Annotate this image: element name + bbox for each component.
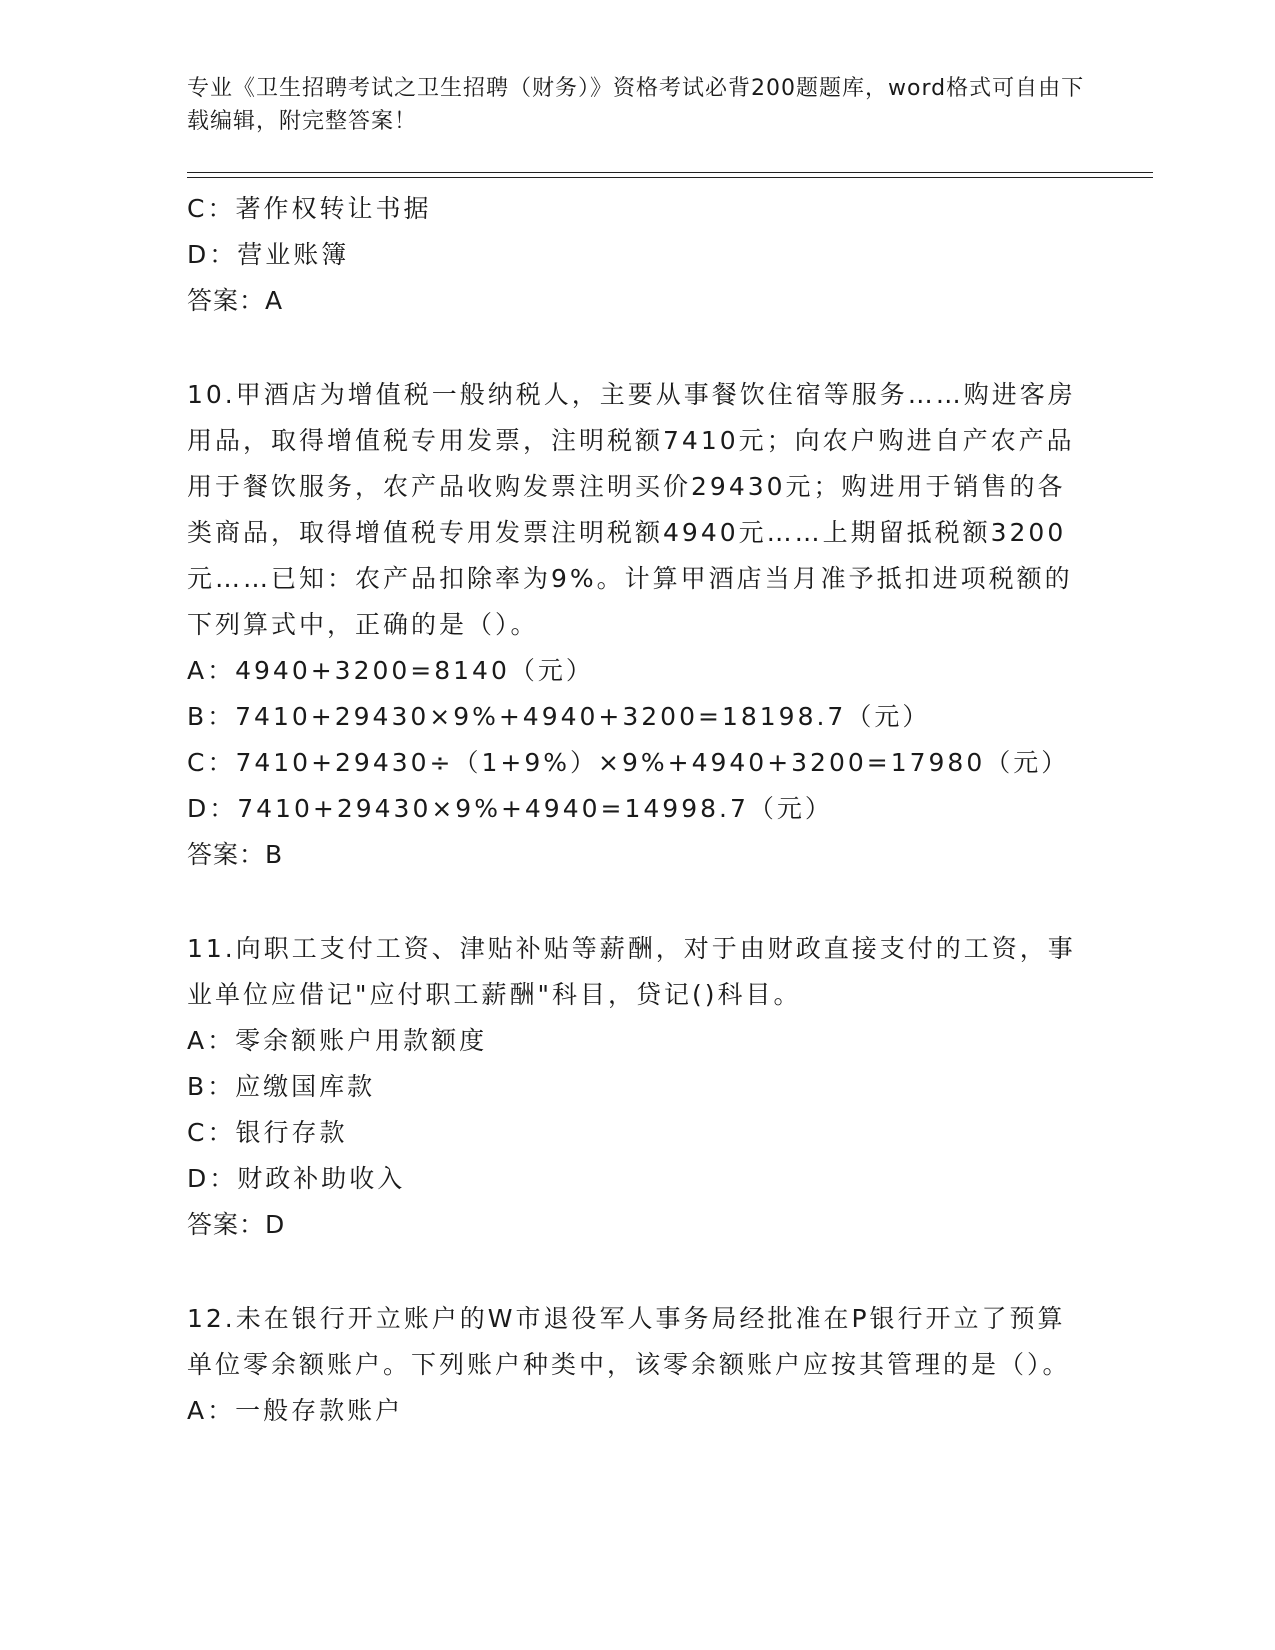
question-list xyxy=(187,186,1087,1434)
answer-label: 答案：D xyxy=(187,1210,286,1239)
option-d: D：营业账簿 xyxy=(187,240,350,269)
header-rule-bottom xyxy=(187,177,1153,178)
option-b: B：7410+29430×9%+4940+3200=18198.7（元） xyxy=(187,702,931,731)
continued-question xyxy=(187,186,1087,324)
question-11 xyxy=(187,926,1087,1248)
document-header xyxy=(187,72,1087,138)
question-12 xyxy=(187,1296,1087,1434)
option-c: C：银行存款 xyxy=(187,1118,348,1147)
option-a: A：4940+3200=8140（元） xyxy=(187,656,594,685)
question-text: 12.未在银行开立账户的W市退役军人事务局经批准在P银行开立了预算单位零余额账户。下列账户种类中，该零余额账户应按其管理的是（）。 xyxy=(187,1304,1071,1379)
header-rule-top xyxy=(187,172,1153,173)
header-text: 专业《卫生招聘考试之卫生招聘（财务）》资格考试必背200题题库，word格式可自由下载编辑，附完整答案！ xyxy=(187,76,1085,134)
option-b: B：应缴国库款 xyxy=(187,1072,376,1101)
question-text: 11.向职工支付工资、津贴补贴等薪酬，对于由财政直接支付的工资，事业单位应借记"应付职工薪酬"科目，贷记()科目。 xyxy=(187,934,1076,1009)
option-d: D：财政补助收入 xyxy=(187,1164,406,1193)
question-text: 10.甲酒店为增值税一般纳税人，主要从事餐饮住宿等服务……购进客房用品，取得增值税专用发票，注明税额7410元；向农户购进自产农产品用于餐饮服务，农产品收购发票注明买价29430元；购进用于销售的各类商品，取得增值税专用发票注明税额4940元……上期留抵税额3200元……已知：农产品扣除率为9%。计算甲酒店当月准予抵扣进项税额的下列算式中，正确的是（）。 xyxy=(187,380,1076,639)
option-a: A：零余额账户用款额度 xyxy=(187,1026,488,1055)
question-10 xyxy=(187,372,1087,878)
answer-label: 答案：A xyxy=(187,286,284,315)
option-a: A：一般存款账户 xyxy=(187,1396,404,1425)
option-c: C：7410+29430÷（1+9%）×9%+4940+3200=17980（元） xyxy=(187,748,1070,777)
option-d: D：7410+29430×9%+4940=14998.7（元） xyxy=(187,794,833,823)
answer-label: 答案：B xyxy=(187,840,284,869)
option-c: C：著作权转让书据 xyxy=(187,194,432,223)
